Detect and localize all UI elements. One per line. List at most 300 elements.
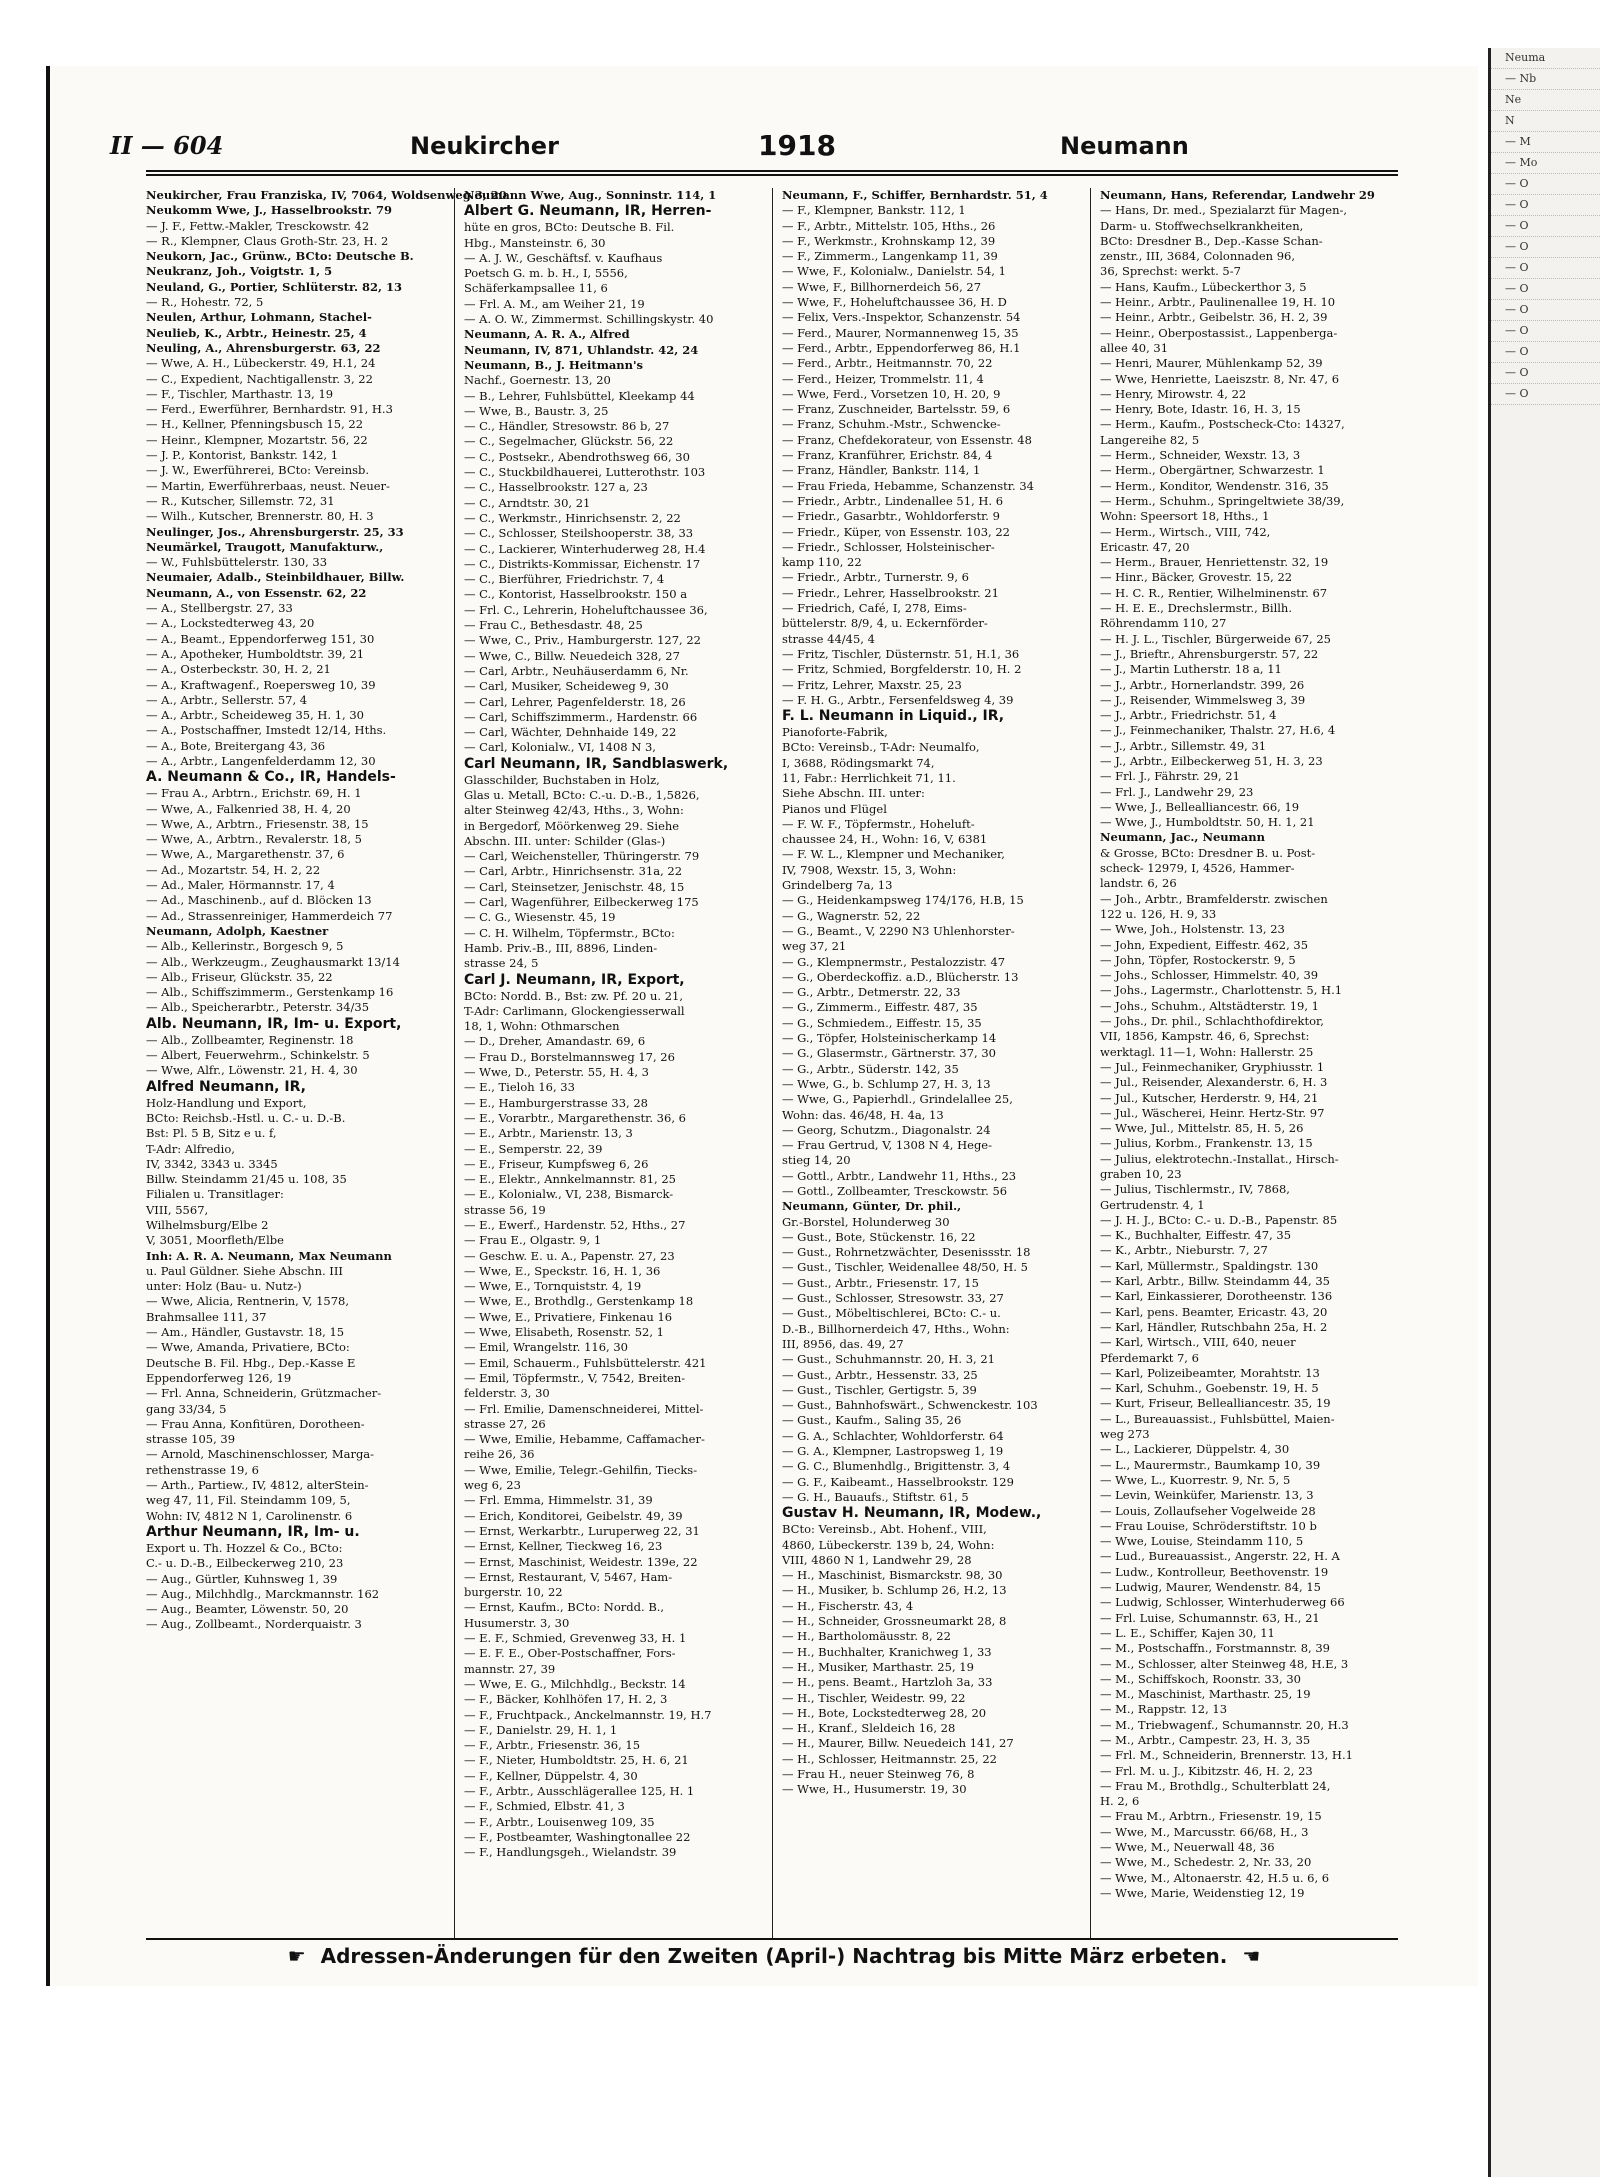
directory-entry: Wilhelmsburg/Elbe 2 bbox=[146, 1218, 269, 1232]
adjacent-page-line: Neuma bbox=[1491, 48, 1600, 69]
directory-entry: Neumann, Jac., Neumann bbox=[1100, 830, 1265, 845]
directory-entry: — Geschw. E. u. A., Papenstr. 27, 23 bbox=[464, 1248, 675, 1263]
directory-entry: — H. E. E., Drechslermstr., Billh. bbox=[1100, 601, 1292, 616]
directory-entry: — F., Arbtr., Louisenweg 109, 35 bbox=[464, 1814, 655, 1829]
adjacent-page-line: — O bbox=[1491, 279, 1600, 300]
directory-entry: — Wwe, A., Margarethenstr. 37, 6 bbox=[146, 847, 345, 862]
directory-entry: — R., Hohestr. 72, 5 bbox=[146, 295, 264, 310]
directory-entry: — Johs., Lagermstr., Charlottenstr. 5, H.1 bbox=[1100, 983, 1343, 998]
directory-entry: — E., Hamburgerstrasse 33, 28 bbox=[464, 1095, 648, 1110]
directory-entry: — A., Osterbeckstr. 30, H. 2, 21 bbox=[146, 662, 331, 677]
directory-entry: — Wwe, C., Priv., Hamburgerstr. 127, 22 bbox=[464, 633, 701, 648]
directory-entry: — E., Friseur, Kumpfsweg 6, 26 bbox=[464, 1156, 649, 1171]
adjacent-page-line: N bbox=[1491, 111, 1600, 132]
directory-entry: — Ernst, Kaufm., BCto: Nordd. B., bbox=[464, 1600, 665, 1615]
directory-entry: — Carl, Lehrer, Pagenfelderstr. 18, 26 bbox=[464, 694, 686, 709]
adjacent-page-line: Ne bbox=[1491, 90, 1600, 111]
directory-entry: — Frl. J., Landwehr 29, 23 bbox=[1100, 784, 1254, 799]
directory-entry: — Karl, Polizeibeamter, Morahtstr. 13 bbox=[1100, 1365, 1320, 1380]
directory-entry: — F. H. G., Arbtr., Fersenfeldsweg 4, 39 bbox=[782, 692, 1014, 707]
page-number: II — 604 bbox=[110, 131, 224, 160]
directory-entry: — Friedr., Gasarbtr., Wohldorferstr. 9 bbox=[782, 509, 1000, 524]
directory-entry: — Frau C., Bethesdastr. 48, 25 bbox=[464, 618, 643, 633]
directory-entry: — Heinr., Arbtr., Paulinenallee 19, H. 10 bbox=[1100, 295, 1336, 310]
directory-entry: — G., Heidenkampsweg 174/176, H.B, 15 bbox=[782, 893, 1024, 908]
directory-entry: — Karl, Müllermstr., Spaldingstr. 130 bbox=[1100, 1258, 1319, 1273]
directory-entry: — Frau Frieda, Hebamme, Schanzenstr. 34 bbox=[782, 478, 1034, 493]
directory-entry: Brahmsallee 111, 37 bbox=[146, 1309, 267, 1324]
directory-entry: — C., Schlosser, Steilshooperstr. 38, 33 bbox=[464, 526, 694, 541]
directory-entry: — Henri, Maurer, Mühlenkamp 52, 39 bbox=[1100, 356, 1323, 371]
directory-entry: Bst: Pl. 5 B, Sitz e u. f, bbox=[146, 1126, 277, 1141]
directory-entry: — Ferd., Arbtr., Eppendorferweg 86, H.1 bbox=[782, 340, 1021, 355]
directory-entry: — Louis, Zollaufseher Vogelweide 28 bbox=[1100, 1503, 1316, 1518]
directory-entry: — C., Arndtstr. 30, 21 bbox=[464, 495, 591, 510]
directory-entry: — Wwe, Elisabeth, Rosenstr. 52, 1 bbox=[464, 1325, 664, 1340]
directory-entry: VII, 1856, Kampstr. 46, 6, Sprechst: bbox=[1100, 1029, 1310, 1044]
directory-entry: Neukomm Wwe, J., Hasselbrookstr. 79 bbox=[146, 203, 393, 218]
directory-entry: — Aug., Beamter, Löwenstr. 50, 20 bbox=[146, 1602, 349, 1617]
directory-entry: — L., Maurermstr., Baumkamp 10, 39 bbox=[1100, 1457, 1321, 1472]
directory-entry: stieg 14, 20 bbox=[782, 1153, 851, 1168]
directory-entry: u. Paul Güldner. Siehe Abschn. III bbox=[146, 1263, 343, 1278]
directory-entry: — Wwe, B., Baustr. 3, 25 bbox=[464, 403, 609, 418]
directory-entry: — L., Lackierer, Düppelstr. 4, 30 bbox=[1100, 1442, 1290, 1457]
directory-entry: — J., Brieftr., Ahrensburgerstr. 57, 22 bbox=[1100, 646, 1319, 661]
directory-entry: — Alb., Kellerinstr., Borgesch 9, 5 bbox=[146, 939, 344, 954]
directory-entry: — Ernst, Maschinist, Weidestr. 139e, 22 bbox=[464, 1554, 698, 1569]
directory-entry: — E., Tieloh 16, 33 bbox=[464, 1080, 575, 1095]
directory-entry: Pianos und Flügel bbox=[782, 801, 887, 816]
directory-entry: — Wwe, A., Arbtrn., Friesenstr. 38, 15 bbox=[146, 816, 369, 831]
directory-entry: — A., Arbtr., Langenfelderdamm 12, 30 bbox=[146, 753, 376, 768]
directory-columns bbox=[146, 188, 1398, 1940]
directory-entry: — Karl, Einkassierer, Dorotheenstr. 136 bbox=[1100, 1289, 1333, 1304]
directory-entry: — Wwe, F., Hoheluftchaussee 36, H. D bbox=[782, 295, 1007, 310]
left-catchword: Neukircher bbox=[410, 132, 559, 160]
directory-entry: Filialen u. Transitlager: bbox=[146, 1187, 284, 1202]
directory-entry: Neumann, A. R. A., Alfred bbox=[464, 327, 630, 342]
directory-entry: — F., Tischler, Marthastr. 13, 19 bbox=[146, 386, 334, 401]
directory-entry: Billw. Steindamm 21/45 u. 108, 35 bbox=[146, 1172, 347, 1187]
directory-entry: — Wwe, A., Arbtrn., Revalerstr. 18, 5 bbox=[146, 832, 362, 847]
directory-entry: — J. W., Ewerführerei, BCto: Vereinsb. bbox=[146, 463, 370, 478]
directory-entry: Deutsche B. Fil. Hbg., Dep.-Kasse E bbox=[146, 1355, 356, 1370]
directory-entry: — Wwe, J., Bellealliancestr. 66, 19 bbox=[1100, 799, 1300, 814]
directory-entry: felderstr. 3, 30 bbox=[464, 1386, 550, 1401]
column-3 bbox=[782, 188, 1082, 1940]
directory-entry: Inh: A. R. A. Neumann, Max Neumann bbox=[146, 1248, 392, 1263]
directory-entry: — Johs., Schuhm., Altstädterstr. 19, 1 bbox=[1100, 998, 1319, 1013]
directory-entry: graben 10, 23 bbox=[1100, 1167, 1182, 1181]
directory-entry: — Carl, Kolonialw., VI, 1408 N 3, bbox=[464, 740, 656, 755]
directory-entry: A. Neumann & Co., IR, Handels- bbox=[146, 769, 396, 786]
directory-entry: Husumerstr. 3, 30 bbox=[464, 1615, 570, 1630]
directory-entry: — D., Dreher, Amandastr. 69, 6 bbox=[464, 1034, 646, 1049]
directory-entry: — Heinr., Klempner, Mozartstr. 56, 22 bbox=[146, 432, 368, 447]
directory-entry: — A., Beamt., Eppendorferweg 151, 30 bbox=[146, 631, 375, 646]
directory-entry: — F., Arbtr., Mittelstr. 105, Hths., 26 bbox=[782, 218, 996, 233]
year-label: 1918 bbox=[758, 129, 836, 162]
directory-entry: — H., Musiker, Marthastr. 25, 19 bbox=[782, 1659, 974, 1674]
directory-entry: Neumärkel, Traugott, Manufakturw., bbox=[146, 539, 384, 554]
directory-entry: — Wwe, A. H., Lübeckerstr. 49, H.1, 24 bbox=[146, 356, 376, 371]
directory-entry: — H., Bartholomäusstr. 8, 22 bbox=[782, 1629, 951, 1644]
directory-entry: — F., Zimmerm., Langenkamp 11, 39 bbox=[782, 249, 998, 264]
directory-entry: — J., Feinmechaniker, Thalstr. 27, H.6, 4 bbox=[1100, 723, 1336, 738]
directory-entry: — A., Stellbergstr. 27, 33 bbox=[146, 601, 293, 616]
directory-entry: — Martin, Ewerführerbaas, neust. Neuer- bbox=[146, 478, 390, 493]
directory-entry: — Ludwig, Maurer, Wendenstr. 84, 15 bbox=[1100, 1580, 1321, 1595]
directory-entry: — Wwe, A., Falkenried 38, H. 4, 20 bbox=[146, 801, 351, 816]
directory-entry: — G., Schmiedem., Eiffestr. 15, 35 bbox=[782, 1015, 982, 1030]
directory-entry: — Am., Händler, Gustavstr. 18, 15 bbox=[146, 1325, 345, 1340]
directory-entry: Wohn: IV, 4812 N 1, Carolinenstr. 6 bbox=[146, 1508, 353, 1523]
directory-entry: BCto: Reichsb.-Hstl. u. C.- u. D.-B. bbox=[146, 1110, 346, 1125]
directory-entry: — R., Klempner, Claus Groth-Str. 23, H. 2 bbox=[146, 233, 389, 248]
directory-entry: — G. H., Bauaufs., Stiftstr. 61, 5 bbox=[782, 1489, 969, 1504]
header-rule-thin bbox=[146, 174, 1398, 176]
directory-entry: H. 2, 6 bbox=[1100, 1794, 1140, 1809]
directory-entry: — Gust., Tischler, Gertigstr. 5, 39 bbox=[782, 1382, 977, 1397]
directory-entry: — A., Postschaffner, Imstedt 12/14, Hths. bbox=[146, 723, 387, 738]
directory-entry: — Fritz, Tischler, Düsternstr. 51, H.1, 36 bbox=[782, 646, 1020, 661]
directory-entry: — H., Fischerstr. 43, 4 bbox=[782, 1598, 914, 1613]
directory-entry: Alb. Neumann, IR, Im- u. Export, bbox=[146, 1015, 402, 1032]
directory-entry: — C. G., Wiesenstr. 45, 19 bbox=[464, 910, 616, 925]
directory-entry: werktagl. 11—1, Wohn: Hallerstr. 25 bbox=[1100, 1044, 1314, 1059]
directory-entry: — Wwe, Alicia, Rentnerin, V, 1578, bbox=[146, 1294, 350, 1309]
directory-entry: — F., Handlungsgeh., Wielandstr. 39 bbox=[464, 1845, 677, 1860]
directory-entry: Neumann, B., J. Heitmann's bbox=[464, 357, 644, 372]
directory-entry: VIII, 4860 N 1, Landwehr 29, 28 bbox=[782, 1552, 972, 1567]
directory-entry: — Wwe, H., Husumerstr. 19, 30 bbox=[782, 1782, 967, 1797]
directory-entry: — J., Arbtr., Friedrichstr. 51, 4 bbox=[1100, 708, 1277, 723]
directory-entry: Neumaier, Adalb., Steinbildhauer, Billw. bbox=[146, 570, 405, 585]
directory-entry: — Gust., Kaufm., Saling 35, 26 bbox=[782, 1413, 962, 1428]
directory-entry: — Frau D., Borstelmannsweg 17, 26 bbox=[464, 1049, 675, 1064]
adjacent-page-strip bbox=[1488, 48, 1600, 2177]
directory-entry: — E., Kolonialw., VI, 238, Bismarck- bbox=[464, 1187, 674, 1202]
directory-entry: — Hans, Kaufm., Lübeckerthor 3, 5 bbox=[1100, 279, 1307, 294]
directory-entry: Albert G. Neumann, IR, Herren- bbox=[464, 203, 712, 220]
adjacent-page-line: — Nb bbox=[1491, 69, 1600, 90]
directory-entry: D.-B., Billhornerdeich 47, Hths., Wohn: bbox=[782, 1321, 1010, 1336]
directory-entry: Eppendorferweg 126, 19 bbox=[146, 1370, 292, 1385]
directory-entry: 4860, Lübeckerstr. 139 b, 24, Wohn: bbox=[782, 1537, 995, 1552]
directory-entry: — Emil, Schauerm., Fuhlsbüttelerstr. 421 bbox=[464, 1355, 707, 1370]
directory-entry: reihe 26, 36 bbox=[464, 1447, 535, 1462]
directory-entry: — C., Lackierer, Winterhuderweg 28, H.4 bbox=[464, 541, 706, 556]
directory-entry: Hbg., Mansteinstr. 6, 30 bbox=[464, 235, 606, 250]
directory-entry: — Herm., Kaufm., Postscheck-Cto: 14327, bbox=[1100, 417, 1345, 432]
directory-entry: — Frau Louise, Schröderstiftstr. 10 b bbox=[1100, 1518, 1317, 1533]
directory-entry: — C., Hasselbrookstr. 127 a, 23 bbox=[464, 480, 648, 495]
directory-entry: — Ad., Maschinenb., auf d. Blöcken 13 bbox=[146, 893, 372, 908]
directory-entry: — Gust., Möbeltischlerei, BCto: C.- u. bbox=[782, 1306, 1001, 1321]
directory-entry: — Gottl., Zollbeamter, Tresckowstr. 56 bbox=[782, 1184, 1008, 1198]
directory-entry: — Franz, Händler, Bankstr. 114, 1 bbox=[782, 463, 981, 478]
directory-entry: strasse 56, 19 bbox=[464, 1202, 546, 1217]
directory-entry: — Friedr., Lehrer, Hasselbrookstr. 21 bbox=[782, 585, 999, 600]
directory-entry: — H., Maurer, Billw. Neuedeich 141, 27 bbox=[782, 1736, 1014, 1751]
directory-entry: — Ludwig, Schlosser, Winterhuderweg 66 bbox=[1100, 1595, 1345, 1610]
directory-entry: — Frl. M., Schneiderin, Brennerstr. 13, H.1 bbox=[1100, 1748, 1353, 1763]
directory-entry: — Frl. J., Fährstr. 29, 21 bbox=[1100, 769, 1240, 784]
directory-entry: — J., Arbtr., Sillemstr. 49, 31 bbox=[1100, 738, 1267, 753]
directory-entry: — L. E., Schiffer, Kajen 30, 11 bbox=[1100, 1625, 1275, 1640]
directory-entry: BCto: Vereinsb., Abt. Hohenf., VIII, bbox=[782, 1522, 987, 1537]
directory-entry: — Carl, Weichensteller, Thüringerstr. 79 bbox=[464, 849, 700, 864]
directory-entry: — H., Musiker, b. Schlump 26, H.2, 13 bbox=[782, 1583, 1007, 1598]
directory-entry: BCto: Dresdner B., Dep.-Kasse Schan- bbox=[1100, 233, 1323, 248]
directory-entry: — F., Kellner, Düppelstr. 4, 30 bbox=[464, 1768, 638, 1783]
directory-entry: — J., Reisender, Wimmelsweg 3, 39 bbox=[1100, 692, 1306, 707]
directory-entry: 36, Sprechst: werkt. 5-7 bbox=[1100, 264, 1241, 279]
directory-entry: zenstr., III, 3684, Colonnaden 96, bbox=[1100, 249, 1296, 264]
adjacent-page-line: — O bbox=[1491, 342, 1600, 363]
directory-entry: — Alb., Werkzeugm., Zeughausmarkt 13/14 bbox=[146, 954, 400, 969]
page-footer bbox=[150, 1940, 1398, 1972]
directory-entry: — Emil, Wrangelstr. 116, 30 bbox=[464, 1340, 628, 1355]
column-2 bbox=[464, 188, 764, 1940]
directory-entry: III, 8956, das. 49, 27 bbox=[782, 1336, 904, 1351]
directory-entry: — Jul., Reisender, Alexanderstr. 6, H. 3 bbox=[1100, 1075, 1328, 1090]
directory-entry: — Wwe, Ferd., Vorsetzen 10, H. 20, 9 bbox=[782, 386, 1001, 401]
directory-entry: — Friedrich, Café, I, 278, Eims- bbox=[782, 601, 967, 616]
directory-entry: — E. F. E., Ober-Postschaffner, Fors- bbox=[464, 1646, 676, 1661]
directory-entry: — Friedr., Arbtr., Turnerstr. 9, 6 bbox=[782, 570, 969, 585]
directory-entry: landstr. 6, 26 bbox=[1100, 876, 1177, 891]
directory-entry: — G., Wagnerstr. 52, 22 bbox=[782, 908, 921, 923]
directory-entry: Pianoforte-Fabrik, bbox=[782, 725, 888, 740]
directory-entry: — H. C. R., Rentier, Wilhelminenstr. 67 bbox=[1100, 585, 1328, 600]
directory-entry: — Wwe, M., Marcusstr. 66/68, H., 3 bbox=[1100, 1824, 1309, 1839]
directory-entry: — Frl. C., Lehrerin, Hoheluftchaussee 36, bbox=[464, 602, 708, 617]
directory-entry: Glasschilder, Buchstaben in Holz, bbox=[464, 772, 660, 787]
directory-entry: — E., Vorarbtr., Margarethenstr. 36, 6 bbox=[464, 1110, 686, 1125]
directory-entry: — J. H. J., BCto: C.- u. D.-B., Papenstr. 85 bbox=[1100, 1212, 1338, 1227]
directory-entry: — G., Zimmerm., Eiffestr. 487, 35 bbox=[782, 1000, 978, 1015]
directory-entry: hüte en gros, BCto: Deutsche B. Fil. bbox=[464, 220, 675, 235]
directory-entry: Gr.-Borstel, Holunderweg 30 bbox=[782, 1214, 950, 1229]
directory-entry: weg 47, 11, Fil. Steindamm 109, 5, bbox=[146, 1493, 351, 1508]
directory-entry: Neuland, G., Portier, Schlüterstr. 82, 13 bbox=[146, 279, 403, 294]
directory-entry: — Ernst, Kellner, Tieckweg 16, 23 bbox=[464, 1539, 663, 1554]
directory-entry: — F., Arbtr., Ausschlägerallee 125, H. 1 bbox=[464, 1783, 695, 1798]
directory-entry: Carl J. Neumann, IR, Export, bbox=[464, 971, 685, 988]
directory-entry: — H., Bote, Lockstedterweg 28, 20 bbox=[782, 1705, 987, 1720]
directory-entry: — Frl. Anna, Schneiderin, Grützmacher- bbox=[146, 1386, 382, 1401]
directory-entry: — M., Maschinist, Marthastr. 25, 19 bbox=[1100, 1687, 1311, 1702]
directory-entry: — Jul., Kutscher, Herderstr. 9, H4, 21 bbox=[1100, 1090, 1319, 1105]
directory-entry: — A. O. W., Zimmermst. Schillingskystr. 40 bbox=[464, 312, 714, 327]
directory-entry: — Frl. Emilie, Damenschneiderei, Mittel- bbox=[464, 1401, 704, 1416]
directory-entry: — Aug., Gürtler, Kuhnsweg 1, 39 bbox=[146, 1571, 338, 1586]
directory-entry: — Carl, Steinsetzer, Jenischstr. 48, 15 bbox=[464, 879, 685, 894]
directory-entry: — Wilh., Kutscher, Brennerstr. 80, H. 3 bbox=[146, 509, 374, 524]
directory-entry: — Arth., Partiew., IV, 4812, alterStein- bbox=[146, 1478, 369, 1493]
adjacent-page-line: — O bbox=[1491, 321, 1600, 342]
column-4 bbox=[1100, 188, 1400, 1940]
directory-entry: — Henry, Mirowstr. 4, 22 bbox=[1100, 386, 1247, 401]
directory-entry: — H., Tischler, Weidestr. 99, 22 bbox=[782, 1690, 966, 1705]
directory-entry: weg 273 bbox=[1100, 1427, 1150, 1442]
directory-entry: Neuling, A., Ahrensburgerstr. 63, 22 bbox=[146, 340, 381, 355]
directory-entry: T-Adr: Carlimann, Glockengiesserwall bbox=[464, 1003, 685, 1018]
directory-entry: — G. F., Kaibeamt., Hasselbrookstr. 129 bbox=[782, 1474, 1014, 1489]
directory-entry: Darm- u. Stoffwechselkrankheiten, bbox=[1100, 218, 1304, 233]
directory-entry: unter: Holz (Bau- u. Nutz-) bbox=[146, 1279, 302, 1294]
directory-entry: büttelerstr. 8/9, 4, u. Eckernförder- bbox=[782, 616, 988, 631]
directory-entry: — Friedr., Arbtr., Lindenallee 51, H. 6 bbox=[782, 493, 1004, 508]
directory-entry: — M., Schlosser, alter Steinweg 48, H.E, 3 bbox=[1100, 1656, 1349, 1671]
adjacent-page-line: — O bbox=[1491, 384, 1600, 405]
directory-entry: — F., Fruchtpack., Anckelmannstr. 19, H.7 bbox=[464, 1707, 712, 1722]
directory-entry: Neulieb, K., Arbtr., Heinestr. 25, 4 bbox=[146, 325, 367, 340]
directory-entry: — K., Buchhalter, Eiffestr. 47, 35 bbox=[1100, 1228, 1292, 1243]
directory-entry: mannstr. 27, 39 bbox=[464, 1661, 556, 1676]
directory-entry: — Hinr., Bäcker, Grovestr. 15, 22 bbox=[1100, 570, 1293, 585]
directory-entry: — Wwe, L., Kuorrestr. 9, Nr. 5, 5 bbox=[1100, 1472, 1291, 1487]
directory-entry: — Karl, pens. Beamter, Ericastr. 43, 20 bbox=[1100, 1304, 1328, 1319]
directory-entry: allee 40, 31 bbox=[1100, 340, 1169, 355]
directory-entry: — Gust., Bahnhofswärt., Schwenckestr. 103 bbox=[782, 1398, 1038, 1413]
directory-entry: Wohn: das. 46/48, H. 4a, 13 bbox=[782, 1107, 944, 1122]
directory-entry: — Wwe, E., Privatiere, Finkenau 16 bbox=[464, 1309, 673, 1324]
directory-entry: weg 37, 21 bbox=[782, 939, 847, 954]
directory-entry: — Alb., Zollbeamter, Reginenstr. 18 bbox=[146, 1032, 354, 1047]
directory-entry: — Carl, Arbtr., Hinrichsenstr. 31a, 22 bbox=[464, 864, 683, 879]
directory-entry: — F., Postbeamter, Washingtonallee 22 bbox=[464, 1829, 691, 1844]
directory-entry: — C. H. Wilhelm, Töpfermstr., BCto: bbox=[464, 925, 675, 940]
directory-entry: — Carl, Schiffszimmerm., Hardenstr. 66 bbox=[464, 709, 698, 724]
header-rule bbox=[146, 170, 1398, 172]
directory-entry: IV, 3342, 3343 u. 3345 bbox=[146, 1156, 278, 1171]
directory-entry: — Frau A., Arbtrn., Erichstr. 69, H. 1 bbox=[146, 786, 362, 801]
directory-entry: Neukorn, Jac., Grünw., BCto: Deutsche B. bbox=[146, 249, 414, 264]
adjacent-page-line: — O bbox=[1491, 300, 1600, 321]
directory-entry: — H., Schneider, Grossneumarkt 28, 8 bbox=[782, 1614, 1007, 1629]
pointing-hand-icon: ☛ bbox=[287, 1944, 306, 1968]
directory-entry: — Levin, Weinküfer, Marienstr. 13, 3 bbox=[1100, 1488, 1314, 1503]
directory-entry: — F., Danielstr. 29, H. 1, 1 bbox=[464, 1722, 618, 1737]
directory-entry: — Arnold, Maschinenschlosser, Marga- bbox=[146, 1447, 375, 1462]
directory-entry: — A., Apotheker, Humboldtstr. 39, 21 bbox=[146, 646, 365, 661]
directory-entry: — M., Schiffskoch, Roonstr. 33, 30 bbox=[1100, 1671, 1301, 1686]
directory-entry: — G., Glasermstr., Gärtnerstr. 37, 30 bbox=[782, 1046, 996, 1061]
directory-entry: — M., Triebwagenf., Schumannstr. 20, H.3 bbox=[1100, 1717, 1349, 1732]
directory-entry: — F. W. L., Klempner und Mechaniker, bbox=[782, 847, 1005, 862]
directory-entry: — John, Töpfer, Rostockerstr. 9, 5 bbox=[1100, 952, 1296, 967]
directory-entry: — Wwe, Henriette, Laeiszstr. 8, Nr. 47, 6 bbox=[1100, 371, 1340, 386]
directory-entry: — G., Klempnermstr., Pestalozzistr. 47 bbox=[782, 954, 1006, 969]
adjacent-page-line: — M bbox=[1491, 132, 1600, 153]
directory-entry: Ericastr. 47, 20 bbox=[1100, 539, 1190, 554]
directory-entry: — Herm., Schuhm., Springeltwiete 38/39, bbox=[1100, 493, 1345, 508]
directory-entry: — Gust., Schuhmannstr. 20, H. 3, 21 bbox=[782, 1352, 995, 1367]
directory-entry: — C., Postsekr., Abendrothsweg 66, 30 bbox=[464, 449, 690, 464]
directory-entry: rethenstrasse 19, 6 bbox=[146, 1462, 259, 1477]
directory-entry: — Franz, Zuschneider, Bartelsstr. 59, 6 bbox=[782, 402, 1011, 417]
directory-entry: — Franz, Kranführer, Erichstr. 84, 4 bbox=[782, 448, 993, 463]
page-header bbox=[110, 128, 1420, 164]
directory-entry: — Aug., Milchhdlg., Marckmannstr. 162 bbox=[146, 1586, 380, 1601]
directory-entry: — A., Arbtr., Sellerstr. 57, 4 bbox=[146, 692, 308, 707]
directory-entry: strasse 105, 39 bbox=[146, 1432, 236, 1447]
directory-entry: Siehe Abschn. III. unter: bbox=[782, 786, 925, 801]
directory-entry: strasse 27, 26 bbox=[464, 1416, 546, 1431]
directory-entry: Gustav H. Neumann, IR, Modew., bbox=[782, 1505, 1042, 1522]
directory-entry: burgerstr. 10, 22 bbox=[464, 1585, 563, 1600]
directory-entry: — J. P., Kontorist, Bankstr. 142, 1 bbox=[146, 448, 339, 463]
directory-entry: chaussee 24, H., Wohn: 16, V, 6381 bbox=[782, 832, 988, 847]
directory-entry: — Wwe, Joh., Holstenstr. 13, 23 bbox=[1100, 922, 1285, 937]
directory-entry: — G., Oberdeckoffiz. a.D., Blücherstr. 13 bbox=[782, 969, 1019, 984]
right-catchword: Neumann bbox=[1060, 132, 1189, 160]
directory-entry: — Julius, Korbm., Frankenstr. 13, 15 bbox=[1100, 1136, 1313, 1151]
directory-entry: Neumann, F., Schiffer, Bernhardstr. 51, 4 bbox=[782, 188, 1048, 202]
directory-entry: — A., Arbtr., Scheideweg 35, H. 1, 30 bbox=[146, 708, 365, 723]
directory-entry: Neumann, Günter, Dr. phil., bbox=[782, 1199, 962, 1214]
directory-entry: — Ad., Maler, Hörmannstr. 17, 4 bbox=[146, 878, 335, 893]
directory-entry: — F., Klempner, Bankstr. 112, 1 bbox=[782, 203, 966, 218]
directory-entry: Neumann, IV, 871, Uhlandstr. 42, 24 bbox=[464, 342, 699, 357]
directory-entry: Holz-Handlung und Export, bbox=[146, 1095, 307, 1110]
directory-entry: — F., Werkmstr., Krohnskamp 12, 39 bbox=[782, 233, 996, 248]
directory-entry: — E. F., Schmied, Grevenweg 33, H. 1 bbox=[464, 1631, 687, 1646]
directory-entry: — G. A., Klempner, Lastropsweg 1, 19 bbox=[782, 1444, 1004, 1459]
directory-entry: Neulen, Arthur, Lohmann, Stachel- bbox=[146, 310, 372, 325]
directory-entry: — A., Lockstedterweg 43, 20 bbox=[146, 616, 315, 631]
directory-entry: — Franz, Chefdekorateur, von Essenstr. 48 bbox=[782, 432, 1032, 447]
directory-entry: — Frl. M. u. J., Kibitzstr. 46, H. 2, 23 bbox=[1100, 1763, 1313, 1778]
directory-entry: Grindelberg 7a, 13 bbox=[782, 878, 893, 893]
directory-entry: — Georg, Schutzm., Diagonalstr. 24 bbox=[782, 1122, 991, 1137]
directory-entry: — K., Arbtr., Nieburstr. 7, 27 bbox=[1100, 1243, 1268, 1258]
directory-entry: — H. J. L., Tischler, Bürgerweide 67, 25 bbox=[1100, 631, 1331, 646]
directory-entry: — Ad., Strassenreiniger, Hammerdeich 77 bbox=[146, 908, 393, 923]
directory-entry: Langereihe 82, 5 bbox=[1100, 432, 1200, 447]
directory-entry: F. L. Neumann in Liquid., IR, bbox=[782, 708, 1005, 725]
directory-entry: — E., Semperstr. 22, 39 bbox=[464, 1141, 603, 1156]
directory-entry: — Frau M., Arbtrn., Friesenstr. 19, 15 bbox=[1100, 1809, 1322, 1824]
directory-entry: — Gust., Schlosser, Stresowstr. 33, 27 bbox=[782, 1291, 1004, 1306]
directory-entry: — Herm., Wirtsch., VIII, 742, bbox=[1100, 524, 1271, 539]
directory-entry: — Gust., Arbtr., Friesenstr. 17, 15 bbox=[782, 1275, 979, 1290]
directory-entry: Röhrendamm 110, 27 bbox=[1100, 616, 1227, 631]
directory-entry: Neumann Wwe, Aug., Sonninstr. 114, 1 bbox=[464, 188, 717, 202]
directory-entry: — M., Postschaffn., Forstmannstr. 8, 39 bbox=[1100, 1641, 1330, 1656]
adjacent-page-line: — O bbox=[1491, 363, 1600, 384]
directory-entry: — Ferd., Maurer, Normannenweg 15, 35 bbox=[782, 325, 1019, 340]
directory-entry: — M., Rappstr. 12, 13 bbox=[1100, 1702, 1228, 1717]
directory-entry: I, 3688, Rödingsmarkt 74, bbox=[782, 755, 935, 770]
directory-entry: — Johs., Dr. phil., Schlachthofdirektor, bbox=[1100, 1014, 1324, 1029]
directory-entry: — J., Arbtr., Eilbeckerweg 51, H. 3, 23 bbox=[1100, 753, 1323, 768]
directory-entry: — Fritz, Lehrer, Maxstr. 25, 23 bbox=[782, 677, 962, 692]
directory-entry: — A., Bote, Breitergang 43, 36 bbox=[146, 738, 326, 753]
directory-entry: — C., Kontorist, Hasselbrookstr. 150 a bbox=[464, 587, 688, 602]
directory-entry: Nachf., Goernestr. 13, 20 bbox=[464, 373, 611, 388]
directory-entry: — Wwe, M., Neuerwall 48, 36 bbox=[1100, 1840, 1275, 1855]
directory-entry: — Wwe, D., Peterstr. 55, H. 4, 3 bbox=[464, 1065, 649, 1080]
directory-entry: — Wwe, M., Altonaerstr. 42, H.5 u. 6, 6 bbox=[1100, 1870, 1330, 1885]
directory-entry: Neukircher, Frau Franziska, IV, 7064, Woldsenweg 3, 20 bbox=[146, 188, 507, 202]
directory-entry: — Wwe, J., Humboldtstr. 50, H. 1, 21 bbox=[1100, 815, 1315, 830]
directory-entry: — M., Arbtr., Campestr. 23, H. 3, 35 bbox=[1100, 1732, 1311, 1747]
adjacent-page-line: — O bbox=[1491, 258, 1600, 279]
